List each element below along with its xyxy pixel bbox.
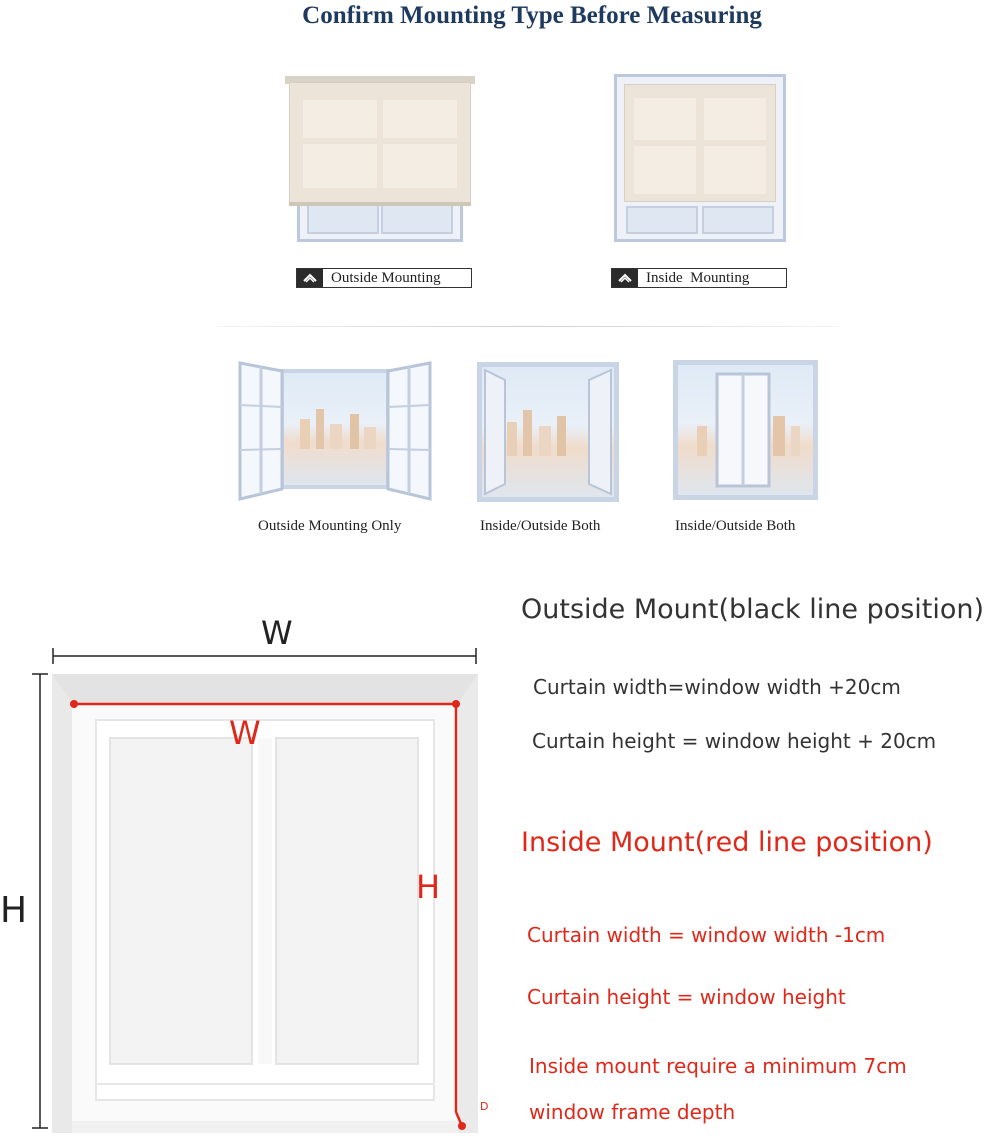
inside-depth-note-line1: Inside mount require a minimum 7cm — [529, 1054, 907, 1078]
page-title: Confirm Mounting Type Before Measuring — [302, 2, 762, 29]
inward-window-illustration — [477, 362, 619, 502]
outer-height-label: H — [0, 890, 28, 931]
window-type-caption: Inside/Outside Both — [675, 518, 796, 534]
inside-mounting-tag — [611, 268, 787, 288]
inner-height-label: H — [416, 868, 441, 906]
inside-mount-illustration — [614, 74, 786, 242]
section-divider — [215, 326, 840, 327]
chevron-up-icon — [612, 269, 638, 287]
window-type-caption: Inside/Outside Both — [480, 518, 601, 534]
outside-mounting-label: Outside Mounting — [331, 269, 441, 286]
inner-width-label: W — [229, 714, 261, 752]
outside-height-rule: Curtain height = window height + 20cm — [532, 729, 937, 753]
chevron-up-icon — [297, 269, 323, 287]
corner-depth-label: D — [480, 1100, 489, 1113]
window-type-caption: Outside Mounting Only — [258, 518, 402, 534]
outside-height-line — [30, 672, 50, 1133]
outside-mount-illustration — [285, 72, 475, 247]
inside-mounting-label: Inside Mounting — [646, 269, 750, 286]
inside-measure-lines — [60, 692, 480, 1142]
inside-depth-note-line2: window frame depth — [529, 1100, 736, 1124]
inside-mount-heading: Inside Mount(red line position) — [521, 827, 933, 858]
sliding-window-illustration — [673, 360, 818, 500]
inside-width-rule: Curtain width = window width -1cm — [527, 923, 886, 947]
outside-mounting-tag — [296, 268, 472, 288]
outside-width-rule: Curtain width=window width +20cm — [533, 675, 901, 699]
inside-height-rule: Curtain height = window height — [527, 985, 846, 1009]
casement-window-illustration — [238, 355, 432, 505]
outside-mount-heading: Outside Mount(black line position) — [521, 594, 985, 625]
outer-width-label: W — [261, 614, 293, 652]
